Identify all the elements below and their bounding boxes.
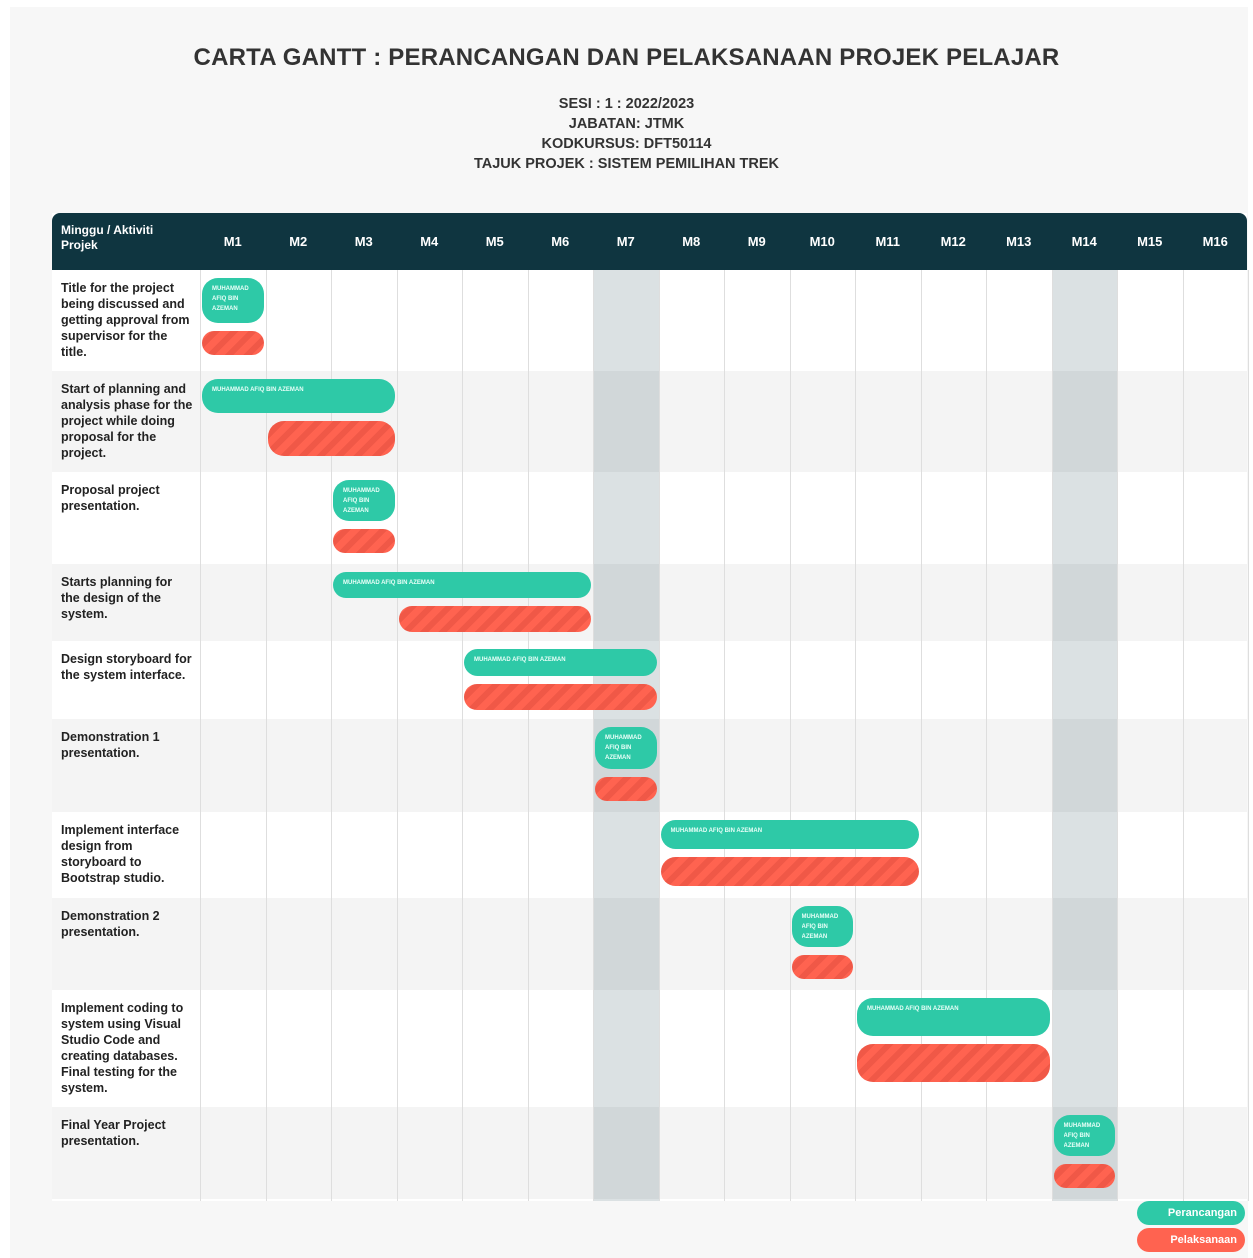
task-label: Title for the project being discussed and getting approval from supervisor for the title. bbox=[61, 281, 190, 359]
exec-bar bbox=[1054, 1164, 1116, 1188]
grid-line bbox=[790, 270, 791, 1201]
exec-bar bbox=[595, 777, 657, 801]
week-header-m15: M15 bbox=[1137, 234, 1163, 249]
plan-bar-assignee: MUHAMMAD AFIQ BIN AZEMAN bbox=[474, 657, 566, 663]
task-label: Final Year Project presentation. bbox=[61, 1118, 166, 1148]
plan-bar-assignee: MUHAMMAD AFIQ BIN AZEMAN bbox=[867, 1006, 959, 1012]
week-header-m8: M8 bbox=[682, 234, 701, 249]
plan-bar bbox=[792, 906, 854, 947]
task-label: Design storyboard for the system interface. bbox=[61, 652, 192, 682]
plan-bar-assignee: MUHAMMAD AFIQ BIN AZEMAN bbox=[1063, 1123, 1101, 1149]
week-header-m4: M4 bbox=[420, 234, 439, 249]
task-label: Implement coding to system using Visual Studio Code and creating databases. Final testing for the system. bbox=[61, 1001, 184, 1095]
task-column-header: Minggu / Aktiviti Projek bbox=[61, 223, 154, 252]
plan-bar bbox=[464, 649, 657, 676]
plan-bar-assignee: MUHAMMAD AFIQ BIN AZEMAN bbox=[343, 488, 380, 514]
task-label: Start of planning and analysis phase for the project while doing proposal for the project. bbox=[61, 382, 193, 460]
grid-line bbox=[397, 270, 398, 1201]
plan-bar-assignee: MUHAMMAD AFIQ BIN AZEMAN bbox=[343, 580, 435, 586]
week-header-m3: M3 bbox=[354, 234, 373, 249]
gantt-chart bbox=[52, 213, 1247, 1201]
grid-line bbox=[462, 270, 463, 1201]
exec-bar bbox=[792, 955, 854, 979]
exec-bar bbox=[333, 529, 395, 553]
grid-line bbox=[1117, 270, 1118, 1201]
info-kodkursus: KODKURSUS: DFT50114 bbox=[541, 136, 712, 152]
week-header-m2: M2 bbox=[289, 234, 308, 249]
plan-bar bbox=[1054, 1115, 1116, 1156]
plan-bar bbox=[857, 998, 1050, 1036]
week-header-m7: M7 bbox=[616, 234, 635, 249]
plan-bar-assignee: MUHAMMAD AFIQ BIN AZEMAN bbox=[605, 735, 642, 761]
week-header-m1: M1 bbox=[223, 234, 242, 249]
legend-perancangan: Perancangan bbox=[1137, 1201, 1245, 1225]
plan-bar bbox=[333, 480, 395, 521]
grid-line bbox=[1183, 270, 1184, 1201]
plan-bar-assignee: MUHAMMAD AFIQ BIN AZEMAN bbox=[212, 286, 249, 312]
plan-bar-assignee: MUHAMMAD AFIQ BIN AZEMAN bbox=[670, 828, 763, 834]
grid-line bbox=[724, 270, 725, 1201]
week-header-m13: M13 bbox=[1006, 234, 1032, 249]
legend-pelaksanaan: Pelaksanaan bbox=[1137, 1228, 1245, 1252]
exec-bar bbox=[661, 857, 919, 886]
week-header-m9: M9 bbox=[747, 234, 766, 249]
highlight-column-m14 bbox=[1052, 270, 1118, 1201]
plan-bar bbox=[202, 278, 264, 323]
grid-line bbox=[593, 270, 594, 1201]
info-jabatan: JABATAN: JTMK bbox=[568, 116, 685, 132]
grid-line bbox=[528, 270, 529, 1201]
task-label: Demonstration 2 presentation. bbox=[61, 909, 160, 939]
week-header-m5: M5 bbox=[485, 234, 504, 249]
grid-line bbox=[659, 270, 660, 1201]
task-label: Implement interface design from storyboard to Bootstrap studio. bbox=[61, 823, 180, 885]
grid-line bbox=[200, 270, 201, 1201]
task-label: Demonstration 1 presentation. bbox=[61, 730, 160, 760]
task-label: Starts planning for the design of the system. bbox=[61, 575, 173, 621]
gantt-header bbox=[52, 213, 1247, 270]
plan-bar-assignee: MUHAMMAD AFIQ BIN AZEMAN bbox=[212, 387, 304, 393]
grid-line bbox=[855, 270, 856, 1201]
exec-bar bbox=[399, 606, 592, 632]
week-header-m6: M6 bbox=[551, 234, 570, 249]
week-header-m14: M14 bbox=[1071, 234, 1097, 249]
info-tajuk: TAJUK PROJEK : SISTEM PEMILIHAN TREK bbox=[473, 156, 780, 172]
exec-bar bbox=[464, 684, 657, 711]
info-sesi: SESI : 1 : 2022/2023 bbox=[558, 96, 695, 112]
week-header-m10: M10 bbox=[809, 234, 835, 249]
week-header-m16: M16 bbox=[1202, 234, 1228, 249]
chart-title: CARTA GANTT : PERANCANGAN DAN PELAKSANAAN PROJEK PELAJAR bbox=[193, 44, 1060, 71]
exec-bar bbox=[202, 331, 264, 355]
grid-line bbox=[1248, 270, 1249, 1201]
task-label: Proposal project presentation. bbox=[61, 483, 160, 513]
plan-bar bbox=[661, 820, 919, 849]
plan-bar bbox=[202, 379, 395, 413]
grid-line bbox=[1052, 270, 1053, 1201]
week-header-m11: M11 bbox=[875, 234, 901, 249]
plan-bar-assignee: MUHAMMAD AFIQ BIN AZEMAN bbox=[801, 914, 839, 940]
plan-bar bbox=[595, 727, 657, 769]
exec-bar bbox=[268, 421, 395, 455]
week-header-m12: M12 bbox=[940, 234, 966, 249]
exec-bar bbox=[857, 1044, 1050, 1082]
plan-bar bbox=[333, 572, 591, 598]
